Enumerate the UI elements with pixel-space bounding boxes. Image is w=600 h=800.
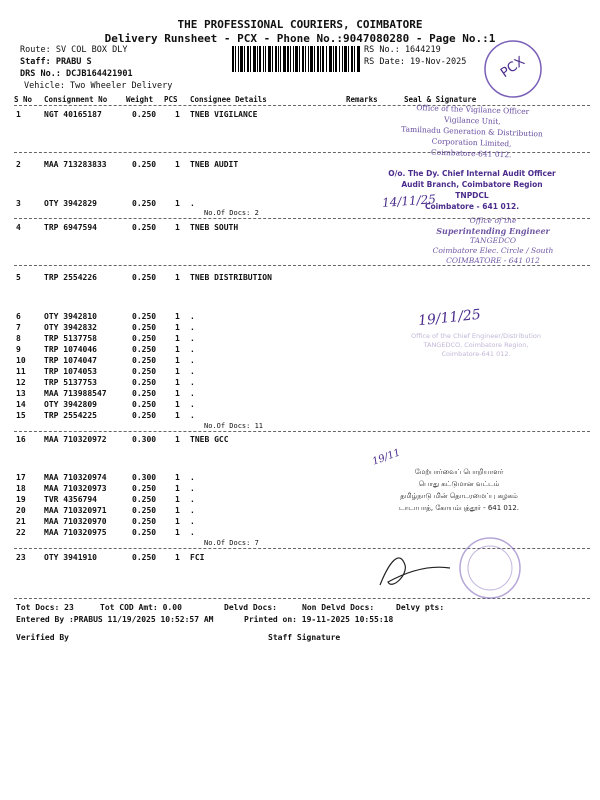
- row-pcs: 1: [175, 273, 180, 282]
- stamp-line: TANGEDCO: [470, 236, 516, 245]
- table-row: [0, 389, 600, 400]
- row-pcs: 1: [175, 367, 180, 376]
- row-pcs: 1: [175, 389, 180, 398]
- row-weight: 0.250: [132, 411, 157, 420]
- row-pcs: 1: [175, 528, 180, 537]
- row-consignment: TRP 1074047: [44, 356, 97, 365]
- stamp-line: Tamilnadu Generation & Distribution: [401, 124, 543, 139]
- stamp-line: Office of the Chief Engineer/Distribution: [411, 332, 541, 340]
- stamp-line: Coimbatore-641 012.: [441, 350, 511, 358]
- row-sno: 17: [16, 473, 26, 482]
- row-consignee: TNEB GCC: [190, 435, 229, 444]
- stamp-line: Coimbatore - 641 012.: [424, 202, 520, 211]
- non-delivered-docs: Non Delvd Docs:: [302, 603, 375, 612]
- stamp-line: மேற்பார்வைப் பொறியாளர்: [414, 468, 504, 476]
- row-consignment: OTY 3941910: [44, 553, 97, 562]
- row-pcs: 1: [175, 378, 180, 387]
- row-consignment: OTY 3942832: [44, 323, 97, 332]
- rs-number: RS No.: 1644219: [364, 45, 441, 55]
- row-pcs: 1: [175, 110, 180, 119]
- staff-signature: Staff Signature: [268, 633, 341, 642]
- row-weight: 0.250: [132, 553, 157, 562]
- barcode-image: [232, 46, 360, 72]
- row-consignee: .: [190, 473, 195, 482]
- stamp-line: டாடாபாத், கோயம்புத்தூர் - 641 012.: [398, 504, 520, 512]
- stamp-line: Superintending Engineer: [436, 226, 550, 236]
- row-consignee: .: [190, 345, 195, 354]
- row-sno: 9: [16, 345, 21, 354]
- row-consignment: TRP 1074046: [44, 345, 97, 354]
- row-consignee: .: [190, 411, 195, 420]
- stamp-line: O/o. The Dy. Chief Internal Audit Officer: [388, 169, 556, 178]
- delivered-docs: Delvd Docs:: [224, 603, 277, 612]
- row-weight: 0.250: [132, 323, 157, 332]
- row-sno: 16: [16, 435, 26, 444]
- row-consignee: .: [190, 400, 195, 409]
- runsheet-subtitle: Delivery Runsheet - PCX - Phone No.:9047080280 - Page No.:1: [104, 32, 496, 45]
- row-pcs: 1: [175, 312, 180, 321]
- row-pcs: 1: [175, 553, 180, 562]
- row-weight: 0.250: [132, 367, 157, 376]
- row-pcs: 1: [175, 356, 180, 365]
- total-docs: Tot Docs: 23: [16, 603, 74, 612]
- row-consignment: MAA 710320975: [44, 528, 107, 537]
- stamp-line: பொது கட்டுமான வட்டம்: [418, 480, 500, 488]
- row-consignee: .: [190, 356, 195, 365]
- row-consignee: .: [190, 378, 195, 387]
- row-pcs: 1: [175, 199, 180, 208]
- row-consignee: .: [190, 334, 195, 343]
- row-consignment: TRP 1074053: [44, 367, 97, 376]
- row-pcs: 1: [175, 400, 180, 409]
- row-weight: 0.250: [132, 160, 157, 169]
- chief-engineer-stamp: [386, 332, 566, 359]
- stamp-line: Office of the: [469, 216, 517, 225]
- row-consignment: TRP 2554225: [44, 411, 97, 420]
- row-consignee: .: [190, 323, 195, 332]
- row-pcs: 1: [175, 160, 180, 169]
- stamp-line: Audit Branch, Coimbatore Region: [401, 180, 543, 189]
- tamil-office-stamp: [374, 466, 544, 514]
- row-sno: 20: [16, 506, 26, 515]
- row-consignee: TNEB SOUTH: [190, 223, 239, 232]
- stamp-line: Coimbatore Elec. Circle / South: [432, 246, 554, 255]
- row-consignee: .: [190, 517, 195, 526]
- row-consignee: TNEB AUDIT: [190, 160, 239, 169]
- row-pcs: 1: [175, 517, 180, 526]
- row-consignment: MAA 710320974: [44, 473, 107, 482]
- stamp-line: தமிழ்நாடு மின் தொடரமைப்பு கழகம்: [400, 492, 518, 500]
- row-sno: 10: [16, 356, 26, 365]
- row-weight: 0.250: [132, 517, 157, 526]
- row-consignee: .: [190, 389, 195, 398]
- row-weight: 0.250: [132, 356, 157, 365]
- row-consignee: .: [190, 506, 195, 515]
- row-sno: 8: [16, 334, 21, 343]
- row-sno: 3: [16, 199, 21, 208]
- row-consignment: TRP 2554226: [44, 273, 97, 282]
- row-pcs: 1: [175, 323, 180, 332]
- row-sno: 2: [16, 160, 21, 169]
- row-weight: 0.250: [132, 334, 157, 343]
- stamp-line: Coimbatore-641 012.: [430, 147, 512, 160]
- handwritten-date: 14/11/25: [381, 192, 437, 210]
- row-sno: 7: [16, 323, 21, 332]
- row-consignee: .: [190, 528, 195, 537]
- row-consignment: MAA 710320973: [44, 484, 107, 493]
- row-weight: 0.250: [132, 199, 157, 208]
- table-row: [0, 435, 600, 446]
- row-consignee: FCI: [190, 553, 205, 562]
- col-seal: Seal & Signature: [404, 95, 477, 104]
- row-sno: 5: [16, 273, 21, 282]
- row-consignment: MAA 710320972: [44, 435, 107, 444]
- row-sno: 21: [16, 517, 26, 526]
- row-consignment: MAA 713988547: [44, 389, 107, 398]
- handwritten-date: 19/11: [370, 447, 402, 468]
- group-doc-count: No.Of Docs: 11: [204, 422, 264, 430]
- row-pcs: 1: [175, 345, 180, 354]
- row-consignment: MAA 710320970: [44, 517, 107, 526]
- row-consignment: TVR 4356794: [44, 495, 97, 504]
- row-pcs: 1: [175, 484, 180, 493]
- stamp-line: COIMBATORE - 641 012: [446, 256, 540, 265]
- stamp-line: Corporation Limited,: [431, 136, 512, 149]
- row-weight: 0.250: [132, 110, 157, 119]
- row-sno: 12: [16, 378, 26, 387]
- row-consignee: TNEB DISTRIBUTION: [190, 273, 272, 282]
- row-sno: 19: [16, 495, 26, 504]
- row-consignment: OTY 3942829: [44, 199, 97, 208]
- row-consignment: TRP 5137753: [44, 378, 97, 387]
- col-sno: S No: [14, 95, 33, 104]
- row-weight: 0.250: [132, 528, 157, 537]
- printed-on: Printed on: 19-11-2025 10:55:18: [244, 615, 394, 624]
- row-sno: 14: [16, 400, 26, 409]
- row-pcs: 1: [175, 334, 180, 343]
- row-consignment: NGT 40165187: [44, 110, 102, 119]
- row-consignment: MAA 710320971: [44, 506, 107, 515]
- entered-by: Entered By :PRABUS 11/19/2025 10:52:57 AM: [16, 615, 214, 624]
- row-pcs: 1: [175, 495, 180, 504]
- col-pcs: PCS: [164, 95, 178, 104]
- row-weight: 0.250: [132, 273, 157, 282]
- row-pcs: 1: [175, 506, 180, 515]
- row-weight: 0.250: [132, 506, 157, 515]
- row-sno: 13: [16, 389, 26, 398]
- row-weight: 0.250: [132, 223, 157, 232]
- row-consignment: TRP 6947594: [44, 223, 97, 232]
- vigilance-office-stamp: [371, 101, 573, 163]
- table-row: [0, 378, 600, 389]
- row-consignee: .: [190, 367, 195, 376]
- pcx-stamp: [482, 38, 544, 100]
- col-remarks: Remarks: [346, 95, 378, 104]
- row-consignee: .: [190, 495, 195, 504]
- delivery-points: Delvy pts:: [396, 603, 445, 612]
- row-pcs: 1: [175, 473, 180, 482]
- row-consignment: MAA 713283833: [44, 160, 107, 169]
- col-weight: Weight: [126, 95, 154, 104]
- table-row: [0, 367, 600, 378]
- total-cod: Tot COD Amt: 0.00: [100, 603, 182, 612]
- table-row: [0, 312, 600, 323]
- row-consignment: OTY 3942809: [44, 400, 97, 409]
- vehicle-label: Vehicle: Two Wheeler Delivery: [24, 81, 173, 91]
- row-pcs: 1: [175, 435, 180, 444]
- row-sno: 1: [16, 110, 21, 119]
- row-sno: 6: [16, 312, 21, 321]
- row-consignee: TNEB VIGILANCE: [190, 110, 258, 119]
- route-label: Route: SV COL BOX DLY: [20, 45, 128, 55]
- handwritten-date: 19/11/25: [417, 306, 482, 330]
- group-doc-count: No.Of Docs: 2: [204, 209, 259, 217]
- rs-date: RS Date: 19-Nov-2025: [364, 57, 467, 67]
- table-header: [0, 95, 600, 105]
- stamp-line: Office of the Vigilance Officer: [416, 103, 530, 116]
- row-pcs: 1: [175, 411, 180, 420]
- verified-by: Verified By: [16, 633, 69, 642]
- row-consignment: OTY 3942810: [44, 312, 97, 321]
- row-sno: 22: [16, 528, 26, 537]
- row-consignee: .: [190, 484, 195, 493]
- row-weight: 0.300: [132, 473, 157, 482]
- row-pcs: 1: [175, 223, 180, 232]
- row-sno: 4: [16, 223, 21, 232]
- row-sno: 23: [16, 553, 26, 562]
- row-weight: 0.250: [132, 312, 157, 321]
- col-consignment: Consignment No: [44, 95, 108, 104]
- stamp-line: TANGEDCO, Coimbatore Region,: [423, 341, 529, 349]
- runsheet-title: THE PROFESSIONAL COURIERS, COIMBATORE: [177, 18, 423, 31]
- table-row: [0, 273, 600, 284]
- table-row: [0, 517, 600, 528]
- stamp-line: Vigilance Unit,: [443, 115, 501, 126]
- row-consignment: TRP 5137758: [44, 334, 97, 343]
- round-seal-and-signature: [370, 530, 570, 600]
- row-weight: 0.250: [132, 345, 157, 354]
- row-weight: 0.250: [132, 484, 157, 493]
- drs-number: DRS No.: DCJB164421901: [20, 69, 133, 79]
- table-row: [0, 400, 600, 411]
- row-weight: 0.250: [132, 495, 157, 504]
- stamp-line: TNPDCL: [455, 191, 489, 200]
- row-consignee: .: [190, 312, 195, 321]
- row-weight: 0.250: [132, 400, 157, 409]
- pcx-stamp-text: PCX: [498, 53, 528, 82]
- row-sno: 15: [16, 411, 26, 420]
- table-row: [0, 411, 600, 422]
- group-doc-count: No.Of Docs: 7: [204, 539, 259, 547]
- col-consignee: Consignee Details: [190, 95, 267, 104]
- row-weight: 0.250: [132, 378, 157, 387]
- row-divider: [14, 431, 590, 432]
- row-sno: 18: [16, 484, 26, 493]
- superintending-engineer-stamp: [408, 216, 578, 266]
- row-weight: 0.250: [132, 389, 157, 398]
- staff-label: Staff: PRABU S: [20, 57, 92, 67]
- row-sno: 11: [16, 367, 26, 376]
- row-consignee: .: [190, 199, 195, 208]
- row-weight: 0.300: [132, 435, 157, 444]
